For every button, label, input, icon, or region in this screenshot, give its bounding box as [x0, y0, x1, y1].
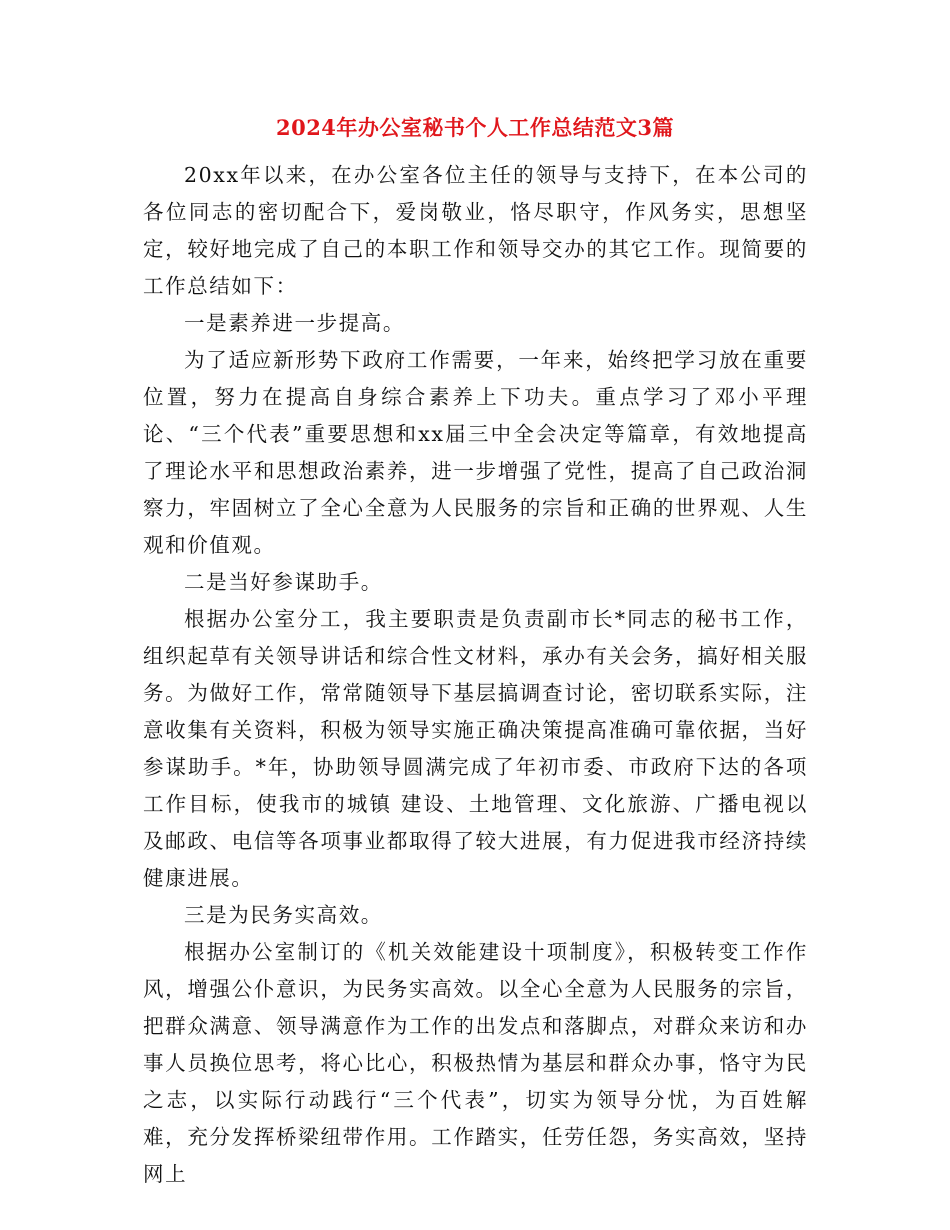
section-heading-2: 二是当好参谋助手。 — [184, 570, 383, 594]
document-body — [143, 157, 808, 1193]
paragraph-section-2: 根据办公室分工，我主要职责是负责副市长*同志的秘书工作，组织起草有关领导讲话和综合性文材料，承办有关会务，搞好相关服务。为做好工作，常常随领导下基层搞调查讨论，密切联系实际，注意收集有关资料，积极为领导实施正确决策提高准确可靠依据，当好参谋助手。*年，协助领导圆满完成了年初市委、市政府下达的各项工作目标，使我市的城镇 建设、土地管理、文化旅游、广播电视以及邮政、电信等各项事业都取得了较大进展，有力促进我市经济持续健康进展。 — [143, 607, 808, 890]
paragraph-section-3: 根据办公室制订的《机关效能建设十项制度》，积极转变工作作风，增强公仆意识，为民务实高效。以全心全意为人民服务的宗旨，把群众满意、领导满意作为工作的出发点和落脚点，对群众来访和办事人员换位思考，将心比心，积极热情为基层和群众办事，恪守为民之志，以实际行动践行“三个代表”，切实为领导分忧，为百姓解难，充分发挥桥梁纽带作用。工作踏实，任劳任怨，务实高效，坚持网上 — [143, 940, 808, 1186]
section-heading-1: 一是素养进一步提高。 — [184, 311, 405, 335]
section-heading-3: 三是为民务实高效。 — [184, 903, 383, 927]
document-title: 2024年办公室秘书个人工作总结范文3篇 — [275, 115, 675, 140]
paragraph-section-1: 为了适应新形势下政府工作需要，一年来，始终把学习放在重要位置，努力在提高自身综合素养上下功夫。重点学习了邓小平理论、“三个代表”重要思想和xx届三中全会决定等篇章，有效地提高了理论水平和思想政治素养，进一步增强了党性，提高了自己政治洞察力，牢固树立了全心全意为人民服务的宗旨和正确的世界观、人生观和价值观。 — [143, 348, 808, 557]
paragraph-intro: 20xx年以来，在办公室各位主任的领导与支持下，在本公司的各位同志的密切配合下，爱岗敬业，恪尽职守，作风务实，思想坚定，较好地完成了自己的本职工作和领导交办的其它工作。现简要的工作总结如下： — [143, 163, 808, 298]
